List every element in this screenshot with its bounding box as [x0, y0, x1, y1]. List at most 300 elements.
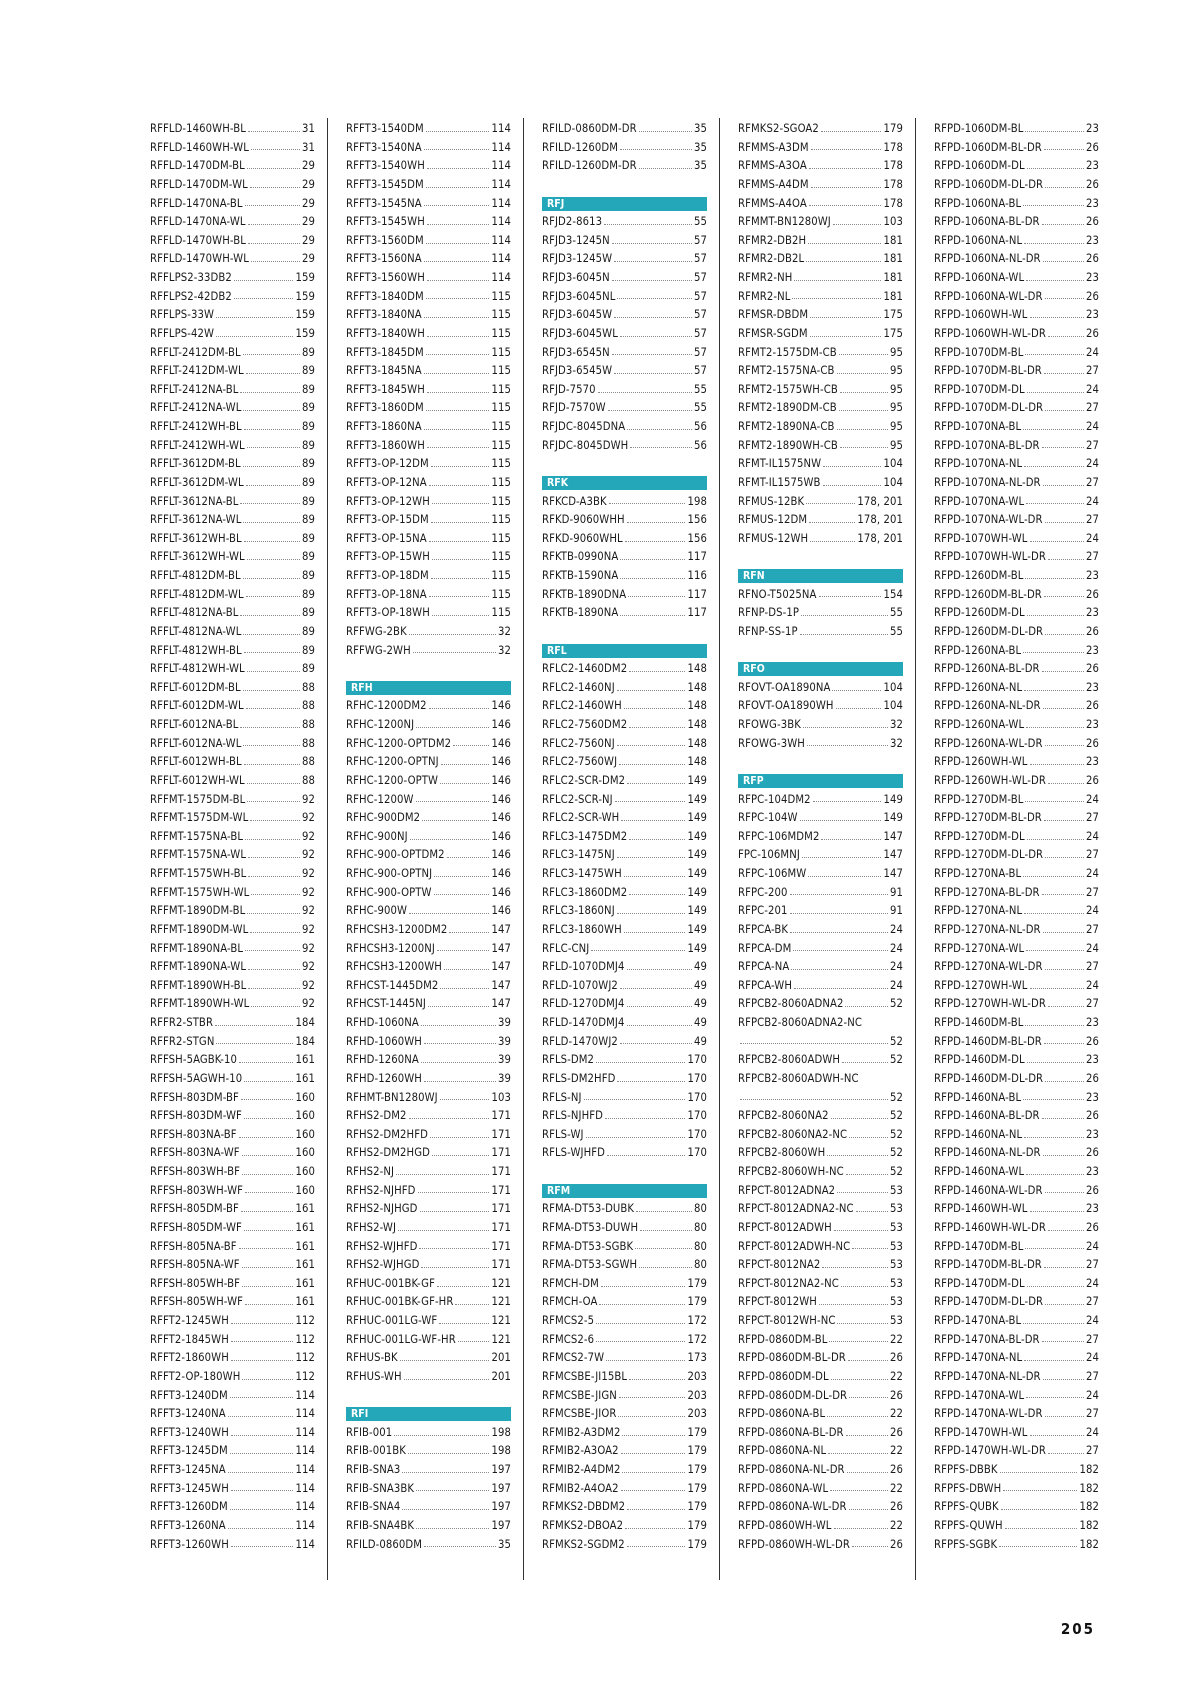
page-ref: 115 [491, 587, 511, 601]
product-code: RFMKS2-DBOA2 [542, 1518, 624, 1532]
dot-leader [230, 1509, 294, 1510]
product-code: RFPD-1070DM-DL-DR [934, 401, 1044, 415]
index-entry [934, 1517, 1099, 1536]
product-code: RFNO-T5025NA [738, 587, 817, 601]
dot-leader [246, 596, 300, 597]
dot-leader [244, 541, 300, 542]
dot-leader [596, 1062, 685, 1063]
dot-leader [427, 280, 490, 281]
page-ref: 147 [491, 960, 511, 974]
product-code: RFHD-1260NA [346, 1053, 419, 1067]
dot-leader [216, 1043, 293, 1044]
index-entry [542, 250, 707, 269]
page-ref: 121 [491, 1332, 511, 1346]
product-code: RFMCS2-5 [542, 1314, 595, 1327]
page-ref: 161 [295, 1220, 315, 1234]
section-header-label: RFK [542, 476, 707, 490]
product-code: RFMIB2-A4OA2 [542, 1481, 619, 1495]
dot-leader [620, 1043, 692, 1044]
product-code: RFFLPS-33W [150, 308, 215, 322]
dot-leader [247, 671, 300, 672]
page-ref: 89 [301, 401, 315, 415]
index-entry [542, 977, 707, 996]
product-code: RFMIB2-A3DM2 [542, 1425, 621, 1439]
index-entry [346, 735, 511, 754]
dot-leader [793, 950, 888, 951]
page-ref: 89 [301, 382, 315, 396]
index-entry [542, 902, 707, 921]
index-entry [738, 865, 903, 884]
index-entry [934, 306, 1099, 325]
page-ref: 148 [687, 736, 707, 750]
index-entry [934, 1461, 1099, 1480]
page-ref: 121 [491, 1276, 511, 1290]
dot-leader [629, 727, 685, 728]
page-ref: 154 [883, 587, 903, 601]
product-code: RFMCH-DM [542, 1276, 599, 1290]
dot-leader [248, 988, 300, 989]
dot-leader [827, 1155, 888, 1156]
index-entry [346, 232, 511, 251]
product-code: RFHCST-1445NJ [346, 997, 426, 1011]
page-ref: 179 [883, 122, 903, 135]
dot-leader [831, 1379, 888, 1380]
dot-leader [852, 1546, 888, 1547]
index-entry [542, 1144, 707, 1163]
dot-leader [837, 1323, 888, 1324]
product-code: RFPD-1070WH-WL-DR [934, 550, 1046, 564]
page-ref: 89 [301, 531, 315, 545]
product-code: RFMT2-1890DM-CB [738, 401, 837, 415]
product-code: RFHUC-001LG-WF-HR [346, 1332, 456, 1346]
product-code: RFPFS-SGBK [934, 1537, 998, 1551]
index-entry [738, 1387, 903, 1406]
product-code: RFPD-1460DM-BL [934, 1016, 1024, 1029]
page-ref: 146 [491, 773, 511, 787]
product-code: RFPD-1270DM-BL-DR [934, 811, 1042, 825]
product-code: RFHUC-001BK-GF [346, 1276, 435, 1290]
index-entry [934, 1089, 1099, 1108]
index-entry [150, 1275, 315, 1294]
dot-leader [849, 1397, 888, 1398]
index-entry [346, 548, 511, 567]
page-ref: 32 [497, 624, 511, 638]
page-ref: 171 [491, 1220, 511, 1234]
product-code: RFFT3-1245WH [150, 1481, 229, 1495]
dot-leader [598, 392, 692, 393]
index-entry [934, 604, 1099, 623]
index-entry [346, 176, 511, 195]
index-entry [150, 1480, 315, 1499]
page-ref: 197 [491, 1463, 511, 1476]
page-ref: 53 [889, 1183, 903, 1197]
index-entry [346, 809, 511, 828]
page-ref: 27 [1085, 1258, 1099, 1272]
page-ref: 39 [497, 1034, 511, 1048]
product-code: RFPCA-NA [738, 960, 790, 974]
dot-leader [1045, 1081, 1084, 1082]
page-ref: 156 [687, 513, 707, 527]
index-entry [542, 418, 707, 437]
dot-leader [1043, 485, 1084, 486]
product-code: RFFSH-803WH-BF [150, 1165, 241, 1178]
dot-leader [426, 354, 490, 355]
index-entry [542, 995, 707, 1014]
product-code: RFPD-1470DM-DL [934, 1276, 1025, 1290]
index-entry [738, 195, 903, 214]
page-ref: 104 [883, 699, 903, 713]
page-ref: 27 [1085, 997, 1099, 1011]
index-column-1 [150, 120, 315, 1554]
product-code: RFFLT-4812DM-WL [150, 587, 244, 601]
page-ref: 22 [889, 1444, 903, 1458]
index-entry [738, 884, 903, 903]
index-entry [738, 288, 903, 307]
dot-leader [432, 1155, 490, 1156]
product-code: RFLC2-SCR-WH [542, 811, 620, 825]
product-code: RFFLT-4812WH-WL [150, 662, 245, 676]
product-code: RFPD-1260WH-WL [934, 755, 1028, 769]
dot-leader [609, 503, 686, 504]
index-entry [738, 902, 903, 921]
dot-leader [409, 634, 496, 635]
index-entry [738, 1312, 903, 1331]
product-code: RFMA-DT53-DUBK [542, 1202, 635, 1216]
dot-leader [1030, 541, 1084, 542]
page-ref: 203 [687, 1407, 707, 1421]
product-code: RFHS2-WJHFD [346, 1239, 418, 1253]
section-header [542, 195, 707, 214]
page-ref: 121 [491, 1295, 511, 1309]
page-ref: 147 [883, 867, 903, 880]
page-ref: 114 [295, 1388, 315, 1402]
product-code: RFLD-1070DMJ4 [542, 960, 625, 974]
product-code: RFLC3-1860NJ [542, 904, 615, 918]
dot-leader [621, 1490, 686, 1491]
dot-leader [1045, 1304, 1084, 1305]
index-entry [934, 362, 1099, 381]
index-entry [934, 437, 1099, 456]
product-code: RFPC-104DM2 [738, 792, 811, 806]
index-entry [738, 1331, 903, 1350]
product-code: RFPD-1270NA-BL [934, 867, 1022, 880]
page-ref: 27 [1085, 1332, 1099, 1346]
page-ref: 55 [889, 624, 903, 638]
product-code: RFLC2-7560NJ [542, 736, 615, 750]
dot-leader [239, 1248, 294, 1249]
product-code: RFMR2-DB2H [738, 233, 807, 247]
product-code: RFPCT-8012WH [738, 1295, 817, 1309]
product-code: RFPFS-QUWH [934, 1518, 1003, 1532]
product-code: RFFT2-OP-180WH [150, 1369, 241, 1383]
product-code: RFFMT-1575WH-WL [150, 885, 250, 899]
product-code: RFPC-104W [738, 811, 798, 825]
index-entry [542, 1312, 707, 1331]
dot-leader [251, 149, 300, 150]
product-code: RFPD-1260DM-DL [934, 606, 1025, 620]
index-entry [738, 1349, 903, 1368]
page-ref: 146 [491, 904, 511, 918]
page-ref: 149 [883, 811, 903, 825]
product-code: RFLC2-SCR-NJ [542, 792, 613, 806]
section-spacer [346, 1387, 511, 1406]
product-code: RFPD-1070DM-BL [934, 345, 1024, 359]
page-ref: 27 [1085, 438, 1099, 452]
dot-leader [823, 485, 882, 486]
dot-leader [834, 1230, 888, 1231]
index-entry [738, 530, 903, 549]
page-ref: 22 [889, 1481, 903, 1495]
dot-leader [440, 783, 489, 784]
product-code: RFPD-1060NA-NL [934, 233, 1023, 247]
dot-leader [847, 1472, 888, 1473]
page-ref: 39 [497, 1016, 511, 1029]
page-ref: 149 [687, 811, 707, 825]
index-entry [738, 511, 903, 530]
product-code: RFFT3-1240WH [150, 1425, 229, 1439]
dot-leader [599, 1304, 685, 1305]
index-entry [542, 586, 707, 605]
page-ref: 52 [889, 1127, 903, 1141]
product-code: RFMR2-NH [738, 271, 793, 284]
product-code: RFPD-1270NA-BL-DR [934, 885, 1040, 899]
dot-leader [1023, 429, 1084, 430]
page-ref: 57 [693, 364, 707, 378]
dot-leader [1001, 1509, 1078, 1510]
page-ref: 24 [1085, 904, 1099, 918]
page-ref: 179 [687, 1276, 707, 1290]
dot-leader [241, 1099, 294, 1100]
product-code: RFHUC-001BK-GF-HR [346, 1295, 454, 1309]
index-entry [150, 1498, 315, 1517]
dot-leader [242, 1286, 293, 1287]
product-code: RFHC-900DM2 [346, 811, 421, 825]
page-ref: 182 [1079, 1481, 1099, 1495]
dot-leader [432, 615, 490, 616]
page-ref: 89 [301, 662, 315, 676]
product-code: RFPD-1070NA-BL-DR [934, 438, 1040, 452]
page-ref: 26 [889, 1388, 903, 1402]
product-code: RFFT3-1260WH [150, 1537, 229, 1551]
page-ref: 29 [301, 196, 315, 210]
product-code: RFMIB2-A4DM2 [542, 1463, 621, 1476]
product-code: RFMR2-DB2L [738, 252, 805, 266]
dot-leader [1024, 690, 1084, 691]
index-entry [738, 1182, 903, 1201]
section-spacer [542, 176, 707, 195]
index-entry [150, 493, 315, 512]
dot-leader [845, 1006, 888, 1007]
product-code: RFMCSBE-JIOR [542, 1407, 617, 1421]
index-entry [150, 1126, 315, 1145]
product-code: RFFT3-1560DM [346, 233, 424, 247]
product-code: RFFWG-2BK [346, 624, 407, 638]
product-code: RFPD-1060DM-BL-DR [934, 140, 1042, 154]
index-entry [542, 1331, 707, 1350]
product-code: RFFT3-OP-18NA [346, 587, 427, 601]
index-entry [346, 493, 511, 512]
product-code: RFMKS2-SGDM2 [542, 1537, 625, 1551]
product-code: RFMA-DT53-SGWH [542, 1258, 638, 1272]
index-entry [346, 1238, 511, 1257]
page-ref: 52 [889, 1053, 903, 1067]
dot-leader [234, 280, 294, 281]
product-code: RFFMT-1890WH-BL [150, 978, 247, 992]
dot-leader [1044, 820, 1084, 821]
page-ref: 24 [889, 922, 903, 936]
product-code: RFHS2-DM2HGD [346, 1146, 430, 1160]
page-ref: 170 [687, 1146, 707, 1160]
product-code: RFMMS-A4DM [738, 177, 809, 191]
product-code: RFFSH-5AGWH-10 [150, 1071, 243, 1085]
index-entry [738, 828, 903, 847]
product-code: RFFLT-2412DM-BL [150, 345, 241, 359]
dot-leader [1023, 876, 1084, 877]
dot-leader [821, 839, 881, 840]
index-entry [150, 1033, 315, 1052]
dot-leader [846, 1174, 888, 1175]
index-entry [934, 921, 1099, 940]
page-ref: 56 [693, 420, 707, 433]
index-entry [934, 1480, 1099, 1499]
page-ref: 92 [301, 829, 315, 843]
dot-leader [231, 1360, 294, 1361]
dot-leader [248, 969, 300, 970]
index-entry [934, 325, 1099, 344]
index-entry [542, 679, 707, 698]
index-entry [934, 530, 1099, 549]
product-code: RFFT3-1545WH [346, 215, 425, 229]
dot-leader [1044, 1267, 1084, 1268]
dot-leader [619, 1397, 686, 1398]
page-ref: 146 [491, 718, 511, 731]
index-entry [934, 418, 1099, 437]
dot-leader [247, 801, 300, 802]
index-entry [738, 716, 903, 735]
page-ref: 27 [1085, 364, 1099, 378]
page-ref: 26 [1085, 289, 1099, 303]
index-entry [738, 306, 903, 325]
dot-leader [614, 373, 692, 374]
page-ref: 181 [883, 289, 903, 303]
page-ref: 161 [295, 1239, 315, 1253]
index-entry [934, 1312, 1099, 1331]
index-entry [150, 791, 315, 810]
page-number: 205 [1060, 1620, 1095, 1638]
page-ref: 57 [693, 252, 707, 266]
page-ref: 89 [301, 513, 315, 527]
page-ref: 32 [889, 736, 903, 750]
dot-leader [1024, 466, 1084, 467]
index-entry [542, 1033, 707, 1052]
dot-leader [1000, 1472, 1078, 1473]
dot-leader [228, 1472, 294, 1473]
dot-leader [418, 1192, 490, 1193]
product-code: RFPD-1270NA-NL-DR [934, 922, 1041, 936]
page-ref: 159 [295, 326, 315, 340]
product-code: RFFSH-805DM-WF [150, 1220, 242, 1234]
dot-leader [216, 317, 293, 318]
dot-leader [809, 168, 882, 169]
index-entry [738, 437, 903, 456]
product-code: RFPD-1060DM-BL [934, 122, 1024, 135]
product-code: RFPD-1260WH-WL-DR [934, 773, 1046, 787]
page-ref: 29 [301, 159, 315, 173]
dot-leader [453, 745, 489, 746]
product-code: RFHUC-001LG-WF [346, 1314, 438, 1327]
index-entry [346, 511, 511, 530]
dot-leader [620, 559, 685, 560]
product-code: RFFT2-1860WH [150, 1351, 229, 1365]
dot-leader [241, 1211, 294, 1212]
index-entry [150, 399, 315, 418]
dot-leader [1005, 1528, 1078, 1529]
product-code: RFHS2-WJHGD [346, 1258, 420, 1272]
dot-leader [813, 801, 882, 802]
page-ref: 26 [889, 1351, 903, 1365]
dot-leader [790, 894, 888, 895]
product-code: RFMCH-OA [542, 1295, 598, 1309]
page-ref: 149 [687, 848, 707, 862]
dot-leader [1042, 224, 1084, 225]
index-entry [934, 399, 1099, 418]
dot-leader [245, 1192, 293, 1193]
product-code: RFPD-0860NA-NL-DR [738, 1463, 845, 1476]
page-ref: 178, 201 [857, 531, 903, 545]
product-code: RFJD-7570 [542, 382, 596, 396]
page-ref: 52 [889, 1146, 903, 1160]
product-code: RFFT3-OP-18DM [346, 569, 429, 582]
index-entry [346, 120, 511, 139]
index-entry [346, 1349, 511, 1368]
dot-leader [429, 708, 490, 709]
product-code: RFPD-1470NA-BL-DR [934, 1332, 1040, 1346]
page-ref: 52 [889, 1034, 903, 1048]
dot-leader [1043, 1379, 1084, 1380]
index-entry [542, 1275, 707, 1294]
section-header [738, 567, 903, 586]
product-code: RFPD-1070NA-NL [934, 457, 1023, 471]
index-entry [346, 958, 511, 977]
dot-leader [447, 857, 490, 858]
page-ref: 24 [1085, 1239, 1099, 1253]
page-ref: 26 [1085, 1034, 1099, 1048]
page-ref: 24 [1085, 1388, 1099, 1402]
index-entry [738, 977, 903, 996]
product-code: RFMT2-1890NA-CB [738, 420, 835, 433]
dot-leader [245, 205, 300, 206]
page-ref: 146 [491, 736, 511, 750]
index-entry [738, 791, 903, 810]
product-code: RFPD-1470NA-NL [934, 1351, 1023, 1365]
page-ref: 26 [1085, 252, 1099, 266]
index-entry [738, 1368, 903, 1387]
dot-leader [801, 615, 888, 616]
dot-leader [244, 429, 300, 430]
page-ref: 104 [883, 475, 903, 489]
product-code: RFHS2-DM2HFD [346, 1127, 428, 1141]
dot-leader [621, 1453, 686, 1454]
index-entry [346, 828, 511, 847]
dot-leader [848, 1360, 888, 1361]
dot-leader [247, 783, 300, 784]
index-entry [542, 697, 707, 716]
product-code: RFPD-1460NA-WL [934, 1165, 1025, 1178]
section-spacer [738, 548, 903, 567]
page-ref: 23 [1085, 159, 1099, 173]
page-ref: 27 [1085, 922, 1099, 936]
index-entry [346, 1107, 511, 1126]
